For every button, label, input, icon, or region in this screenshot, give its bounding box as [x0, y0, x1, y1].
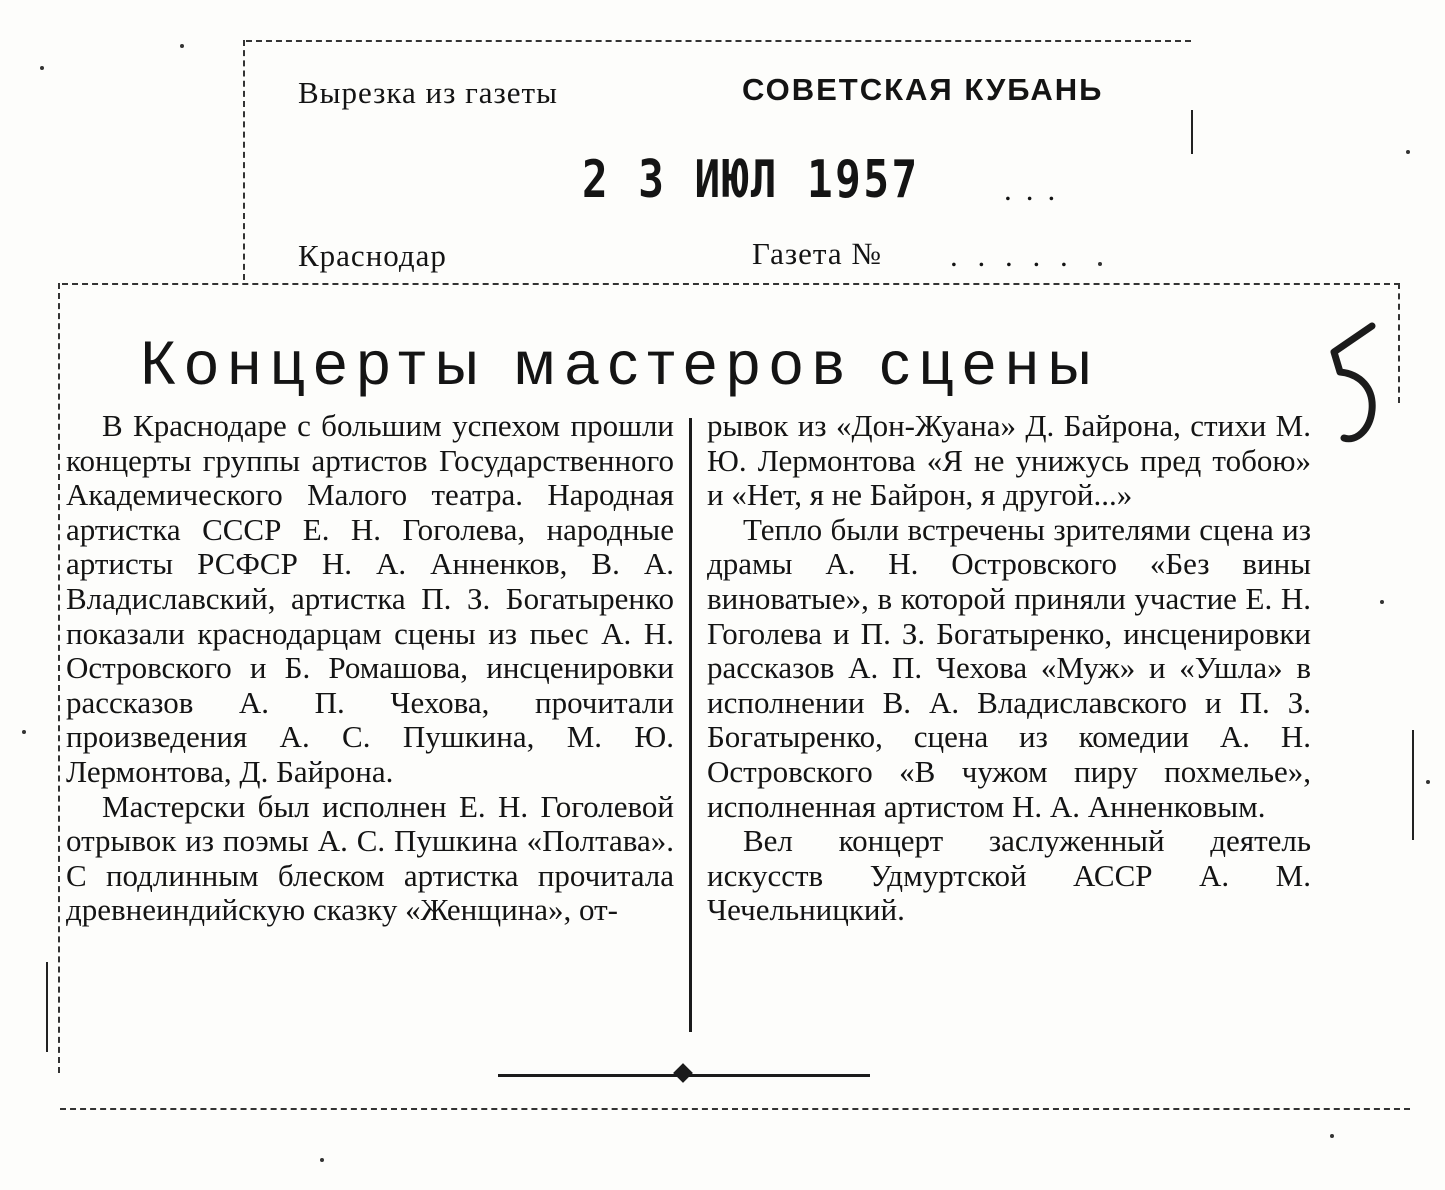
scan-speck [1380, 600, 1384, 604]
scan-speck [1426, 780, 1430, 784]
scan-speck [320, 1158, 324, 1162]
clipping-label: Вырезка из газеты [298, 75, 558, 110]
issue-label: Газета № [752, 236, 882, 271]
left-paragraph-1: В Краснодаре с большим успехом прошли концерты группы артистов Государственного Академического Малого театра. Народная артистка СССР Е. Н. Гоголева, народные артисты РСФСР Н. А. Анненков, В. А. Владиславский, артистка П. З. Богатыренко показали краснодарцам сцены из пьес А. Н. Островского и Б. Ромашова, инсценировки рассказов А. П. Чехова, прочитали произведения А. С. Пушкина, М. Ю. Лермонтова, Д. Байрона. [66, 408, 674, 789]
right-paragraph-2: Тепло были встречены зрителями сцена из драмы А. Н. Островского «Без вины виноватые», в которой приняли участие Е. Н. Гоголева и П. З. Богатыренко, инсценировки рассказов А. П. Чехова «Муж» и «Ушла» в исполнении В. А. Владиславского и П. З. Богатыренко, сцена из комедии А. Н. Островского «В чужом пиру похмелье», исполненная артистом Н. А. Анненковым. [707, 511, 1311, 824]
column-divider [689, 418, 692, 1032]
newspaper-name: СОВЕТСКАЯ КУБАНЬ [742, 72, 1104, 107]
end-ornament-diamond [673, 1063, 693, 1083]
right-column [707, 409, 1311, 928]
form-top-border [246, 40, 1191, 42]
scan-mark [1412, 730, 1414, 840]
issue-number-blank: . . . . . [950, 238, 1074, 273]
article-headline: Концерты мастеров сцены [140, 329, 1101, 397]
date-stamp: 2 3 ИЮЛ 1957 [582, 150, 920, 210]
right-paragraph-1: рывок из «Дон-Жуана» Д. Байрона, стихи М. Ю. Лермонтова «Я не унижусь пред тобою» и «Нет, я не Байрон, я другой...» [707, 408, 1311, 513]
city-label: Краснодар [298, 238, 447, 273]
scan-speck [1098, 262, 1102, 266]
left-paragraph-2: Мастерски был исполнен Е. Н. Гоголевой отрывок из поэмы А. С. Пушкина «Полтава». С подлинным блеском артистка прочитала древнеиндийскую сказку «Женщина», от- [66, 788, 674, 928]
article-top-border [62, 283, 1400, 285]
scan-speck [1406, 150, 1410, 154]
article-bottom-border [60, 1108, 1410, 1110]
handwritten-mark [1326, 318, 1386, 448]
scan-speck [180, 44, 184, 48]
form-left-border [243, 40, 245, 280]
left-column [66, 409, 674, 928]
article-left-border [58, 283, 60, 1073]
scan-mark [46, 962, 48, 1052]
scan-speck [40, 66, 44, 70]
stamp-dots: ... [1004, 172, 1070, 207]
right-paragraph-3: Вел концерт заслуженный деятель искусств Удмуртской АССР А. М. Чечельницкий. [707, 823, 1311, 928]
article-right-border [1398, 283, 1400, 403]
form-right-tick [1191, 110, 1193, 154]
scan-speck [22, 730, 26, 734]
scan-speck [1330, 1134, 1334, 1138]
